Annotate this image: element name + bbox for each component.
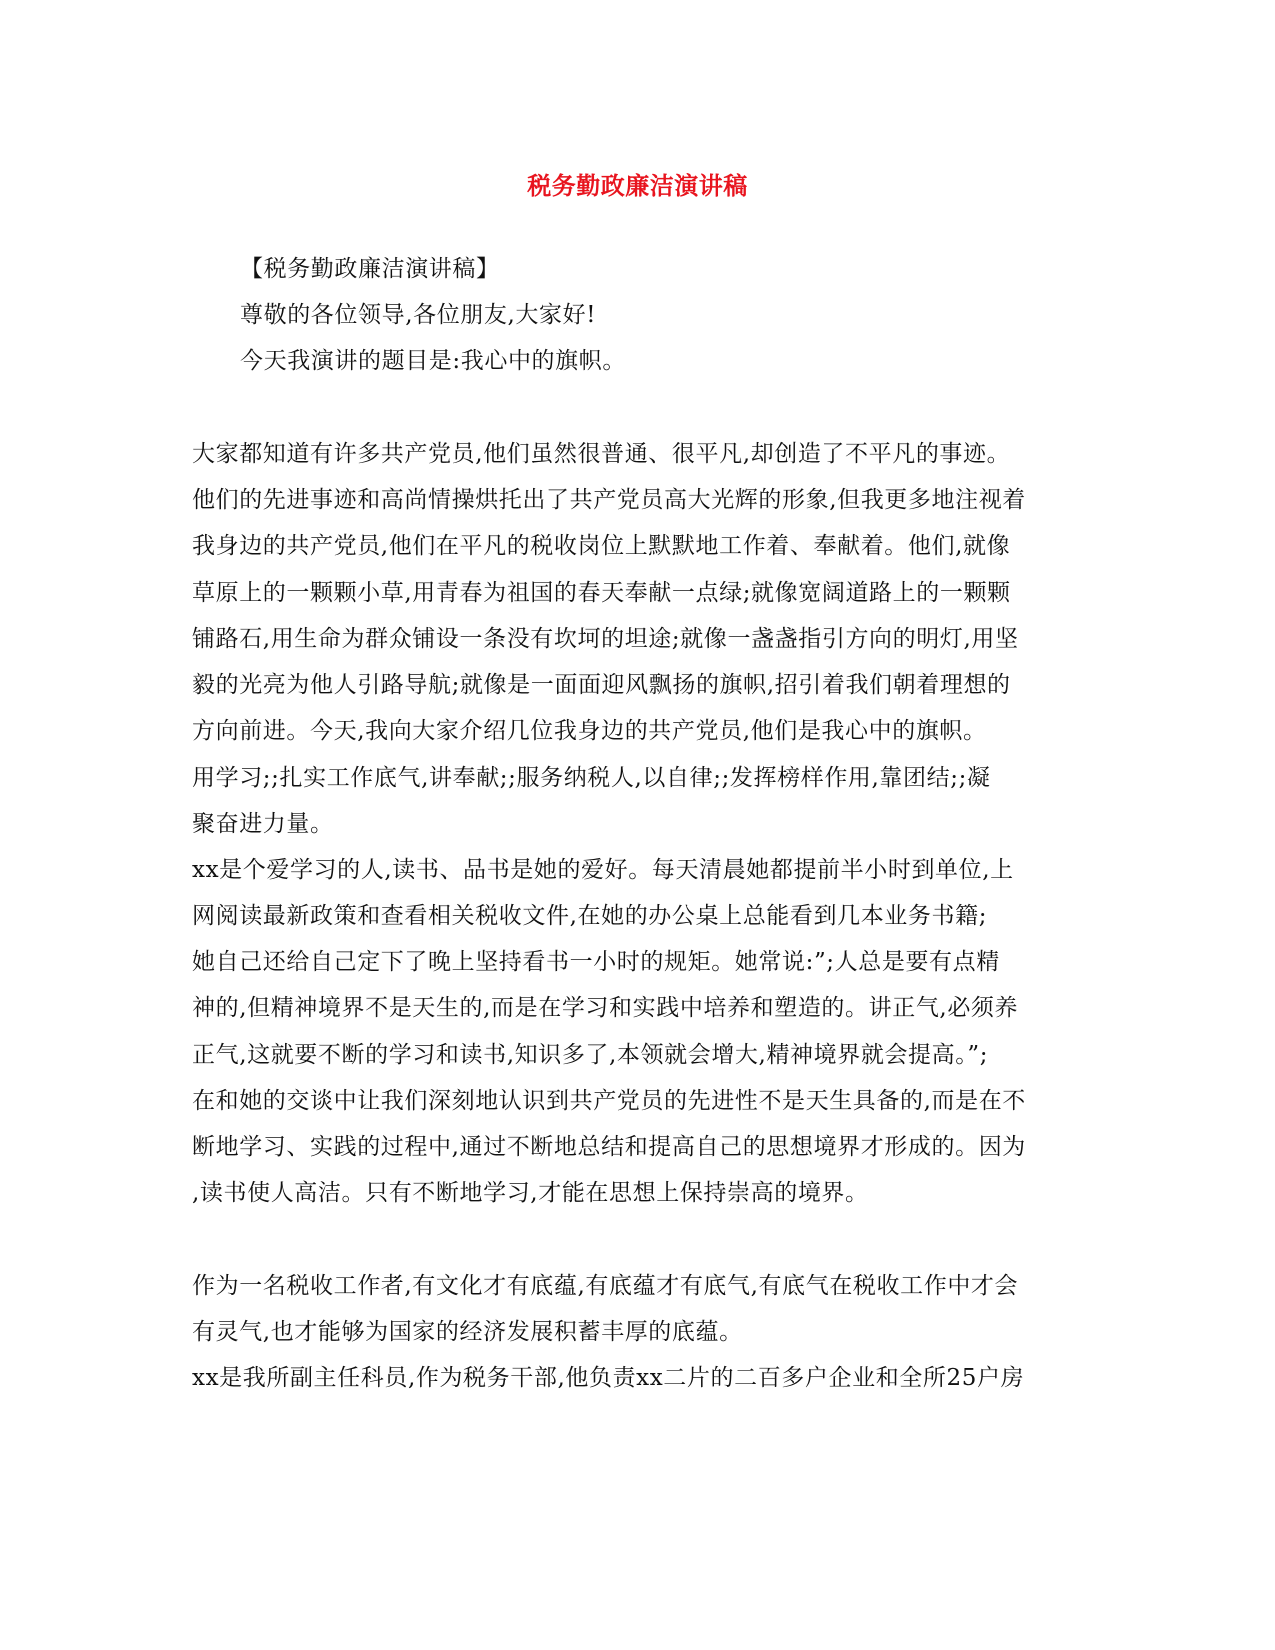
body-line: 作为一名税收工作者,有文化才有底蕴,有底蕴才有底气,有底气在税收工作中才会: [192, 1273, 1019, 1299]
body-line: 用学习;;扎实工作底气,讲奉献;;服务纳税人,以自律;;发挥榜样作用,靠团结;;凝: [192, 765, 991, 791]
body-line: 铺路石,用生命为群众铺设一条没有坎坷的坦途;就像一盏盏指引方向的明灯,用坚: [192, 626, 1019, 652]
greeting-line: 尊敬的各位领导,各位朋友,大家好!: [240, 302, 597, 328]
body-line: 在和她的交谈中让我们深刻地认识到共产党员的先进性不是天生具备的,而是在不: [192, 1088, 1026, 1114]
body-line: 神的,但精神境界不是天生的,而是在学习和实践中培养和塑造的。讲正气,必须养: [192, 995, 1019, 1021]
body-line: 草原上的一颗颗小草,用青春为祖国的春天奉献一点绿;就像宽阔道路上的一颗颗: [192, 580, 1011, 606]
body-line: 毅的光亮为他人引路导航;就像是一面面迎风飘扬的旗帜,招引着我们朝着理想的: [192, 672, 1011, 698]
body-line: 聚奋进力量。: [192, 811, 334, 837]
body-line: 正气,这就要不断的学习和读书,知识多了,本领就会增大,精神境界就会提高。”;: [192, 1042, 989, 1068]
document-title: 税务勤政廉洁演讲稿: [527, 171, 748, 200]
body-line: 方向前进。今天,我向大家介绍几位我身边的共产党员,他们是我心中的旗帜。: [192, 718, 987, 744]
body-line: xx是我所副主任科员,作为税务干部,他负责xx二片的二百多户企业和全所25户房: [192, 1365, 1025, 1391]
body-line: xx是个爱学习的人,读书、品书是她的爱好。每天清晨她都提前半小时到单位,上: [192, 857, 1014, 883]
body-line: 她自己还给自己定下了晚上坚持看书一小时的规矩。她常说:”;人总是要有点精: [192, 949, 1000, 975]
body-line: 大家都知道有许多共产党员,他们虽然很普通、很平凡,却创造了不平凡的事迹。: [192, 441, 1011, 467]
topic-line: 今天我演讲的题目是:我心中的旗帜。: [240, 348, 626, 374]
body-line: 有灵气,也才能够为国家的经济发展积蓄丰厚的底蕴。: [192, 1319, 743, 1345]
body-line: 断地学习、实践的过程中,通过不断地总结和提高自己的思想境界才形成的。因为: [192, 1134, 1026, 1160]
speech-heading: 【税务勤政廉洁演讲稿】: [240, 256, 500, 282]
body-line: ,读书使人高洁。只有不断地学习,才能在思想上保持崇高的境界。: [192, 1180, 869, 1206]
body-line: 他们的先进事迹和高尚情操烘托出了共产党员高大光辉的形象,但我更多地注视着: [192, 487, 1026, 513]
body-line: 我身边的共产党员,他们在平凡的税收岗位上默默地工作着、奉献着。他们,就像: [192, 533, 1011, 559]
body-line: 网阅读最新政策和查看相关税收文件,在她的办公桌上总能看到几本业务书籍;: [192, 903, 988, 929]
